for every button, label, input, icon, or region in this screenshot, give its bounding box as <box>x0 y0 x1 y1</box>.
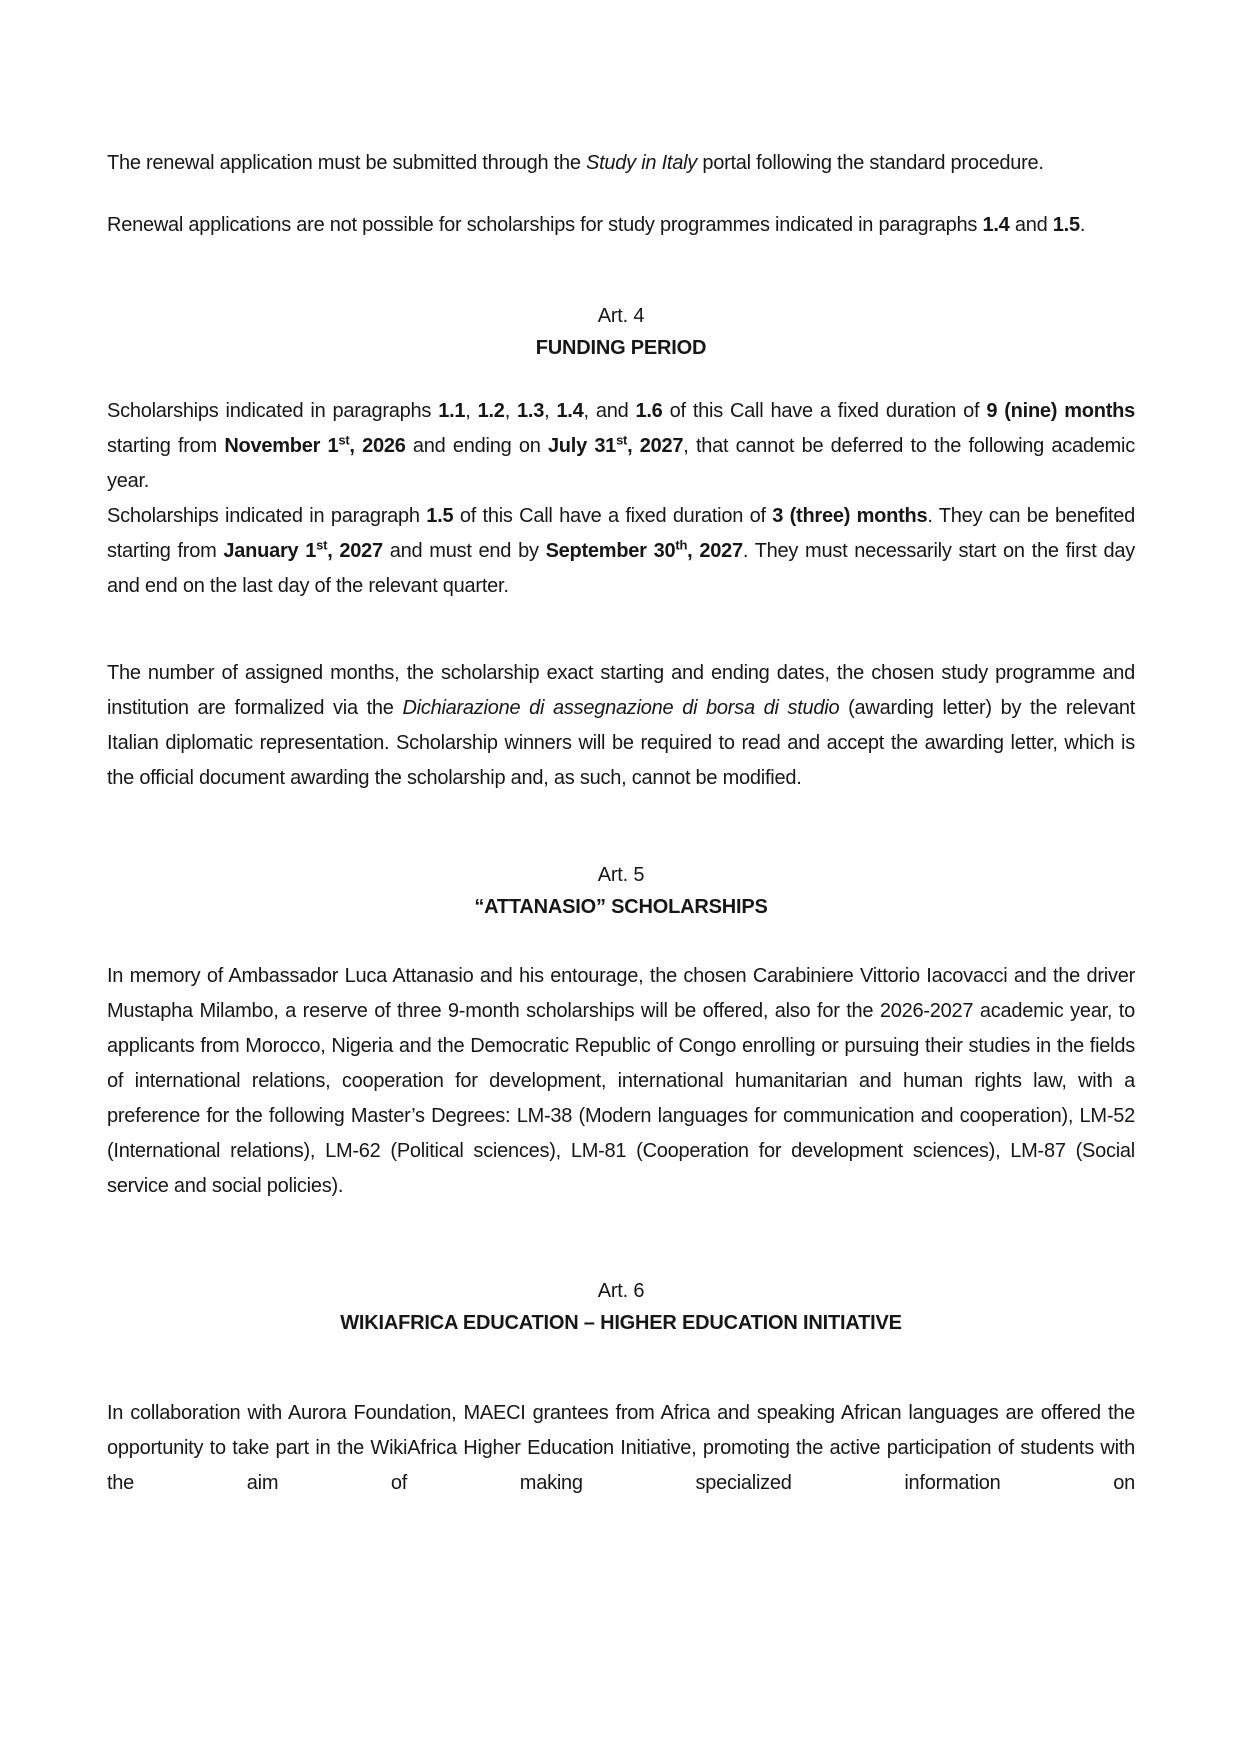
article-6-heading <box>107 1275 1135 1339</box>
paragraph-wikiafrica: In collaboration with Aurora Foundation, MAECI grantees from Africa and speaking African languages are offered the opportunity to take part in the WikiAfrica Higher Education Initiative, promoting the active participation of students with the aim of making specialized information on <box>107 1402 1135 1494</box>
article-6-title: WIKIAFRICA EDUCATION – HIGHER EDUCATION INITIATIVE <box>340 1312 902 1334</box>
paragraph-renewal-restrictions: Renewal applications are not possible for scholarships for study programmes indicated in paragraphs 1.4 and 1.5. <box>107 214 1086 236</box>
article-5-title: “ATTANASIO” SCHOLARSHIPS <box>474 896 768 918</box>
article-6-number: Art. 6 <box>597 1280 645 1302</box>
article-5-number: Art. 5 <box>597 864 645 886</box>
paragraph-attanasio: In memory of Ambassador Luca Attanasio and his entourage, the chosen Carabiniere Vittorio Iacovacci and the driver Mustapha Milambo, a reserve of three 9-month scholarships will be offered, also for the 2026-2027 academic year, to applicants from Morocco, Nigeria and the Democratic Republic of Congo enrolling or pursuing their studies in the fields of international relations, cooperation for development, international humanitarian and human rights law, with a preference for the following Master’s Degrees: LM-38 (Modern languages for communication and cooperation), LM-52 (International relations), LM-62 (Political sciences), LM-81 (Cooperation for development sciences), LM-87 (Social service and social policies). <box>107 965 1135 1197</box>
paragraph-duration-three-months: Scholarships indicated in paragraph 1.5 of this Call have a fixed duration of 3 (three) months. They can be benefited starting from January 1st, 2027 and must end by September 30th, 2027. They must necessarily start on the first day and end on the last day of the relevant quarter. <box>107 505 1135 597</box>
article-4-heading <box>107 300 1135 364</box>
paragraph-awarding-letter: The number of assigned months, the scholarship exact starting and ending dates, the chosen study programme and institution are formalized via the Dichiarazione di assegnazione di borsa di studio (awarding letter) by the relevant Italian diplomatic representation. Scholarship winners will be required to read and accept the awarding letter, which is the official document awarding the scholarship and, as such, cannot be modified. <box>107 662 1136 789</box>
article-4-title: FUNDING PERIOD <box>535 337 707 359</box>
article-4-number: Art. 4 <box>597 305 645 327</box>
paragraph-renewal-procedure: The renewal application must be submitted through the Study in Italy portal following the standard procedure. <box>107 152 1044 174</box>
paragraph-duration-nine-months: Scholarships indicated in paragraphs 1.1, 1.2, 1.3, 1.4, and 1.6 of this Call have a fixed duration of 9 (nine) months starting from November 1st, 2026 and ending on July 31st, 2027, that cannot be deferred to the following academic year. <box>107 400 1135 492</box>
article-5-heading <box>107 859 1135 923</box>
